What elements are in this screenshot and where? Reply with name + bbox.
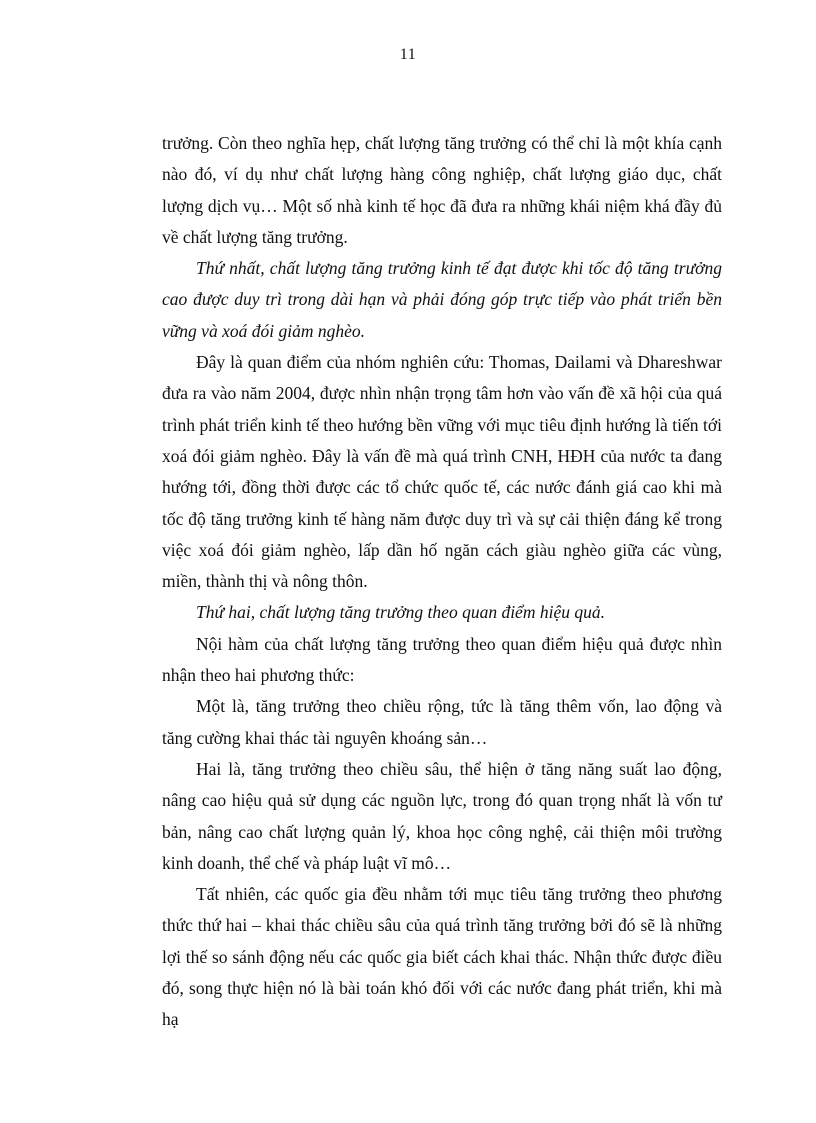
paragraph-second-view: Thứ hai, chất lượng tăng trưởng theo quan điểm hiệu quả. [196, 602, 605, 623]
paragraph-continuation: trưởng. Còn theo nghĩa hẹp, chất lượng tăng trưởng có thể chỉ là một khía cạnh nào đó, ví dụ như chất lượng hàng công nghiệp, chất lượng giáo dục, chất lượng dịch vụ… Một số nhà kinh tế học đã đưa ra những khái niệm khá đầy đủ về chất lượng tăng trưởng. [162, 133, 722, 247]
paragraph-first-view: Thứ nhất, chất lượng tăng trưởng kinh tế đạt được khi tốc độ tăng trưởng cao được duy trì trong dài hạn và phải đóng góp trực tiếp vào phát triển bền vững và xoá đói giảm nghèo. [162, 258, 722, 341]
body-text [162, 128, 722, 1036]
paragraph-thomas-view: Đây là quan điểm của nhóm nghiên cứu: Thomas, Dailami và Dhareshwar đưa ra vào năm 2004, được nhìn nhận trọng tâm hơn vào vấn đề xã hội của quá trình phát triển kinh tế theo hướng bền vững với mục tiêu định hướng là tiến tới xoá đói giảm nghèo. Đây là vấn đề mà quá trình CNH, HĐH của nước ta đang hướng tới, đồng thời được các tổ chức quốc tế, các nước đánh giá cao khi mà tốc độ tăng trưởng kinh tế hàng năm được duy trì và sự cải thiện đáng kể trong việc xoá đói giảm nghèo, lấp dần hố ngăn cách giàu nghèo giữa các vùng, miền, thành thị và nông thôn. [162, 352, 722, 592]
paragraph-efficiency-intro: Nội hàm của chất lượng tăng trưởng theo quan điểm hiệu quả được nhìn nhận theo hai phương thức: [162, 633, 722, 686]
paragraph-breadth-growth: Một là, tăng trưởng theo chiều rộng, tức là tăng thêm vốn, lao động và tăng cường khai thác tài nguyên khoáng sản… [162, 696, 722, 748]
paragraph-conclusion: Tất nhiên, các quốc gia đều nhằm tới mục tiêu tăng trưởng theo phương thức thứ hai – khai thác chiều sâu của quá trình tăng trưởng bởi đó sẽ là những lợi thế so sánh động nếu các quốc gia biết cách khai thác. Nhận thức được điều đó, song thực hiện nó là bài toán khó đối với các nước đang phát triển, khi mà hạ [162, 884, 722, 1030]
page-number: 11 [399, 46, 417, 63]
paragraph-depth-growth: Hai là, tăng trưởng theo chiều sâu, thể hiện ở tăng năng suất lao động, nâng cao hiệu quả sử dụng các nguồn lực, trong đó quan trọng nhất là vốn tư bản, nâng cao chất lượng quản lý, khoa học công nghệ, cải thiện môi trường kinh doanh, thể chế và pháp luật vĩ mô… [162, 758, 722, 873]
